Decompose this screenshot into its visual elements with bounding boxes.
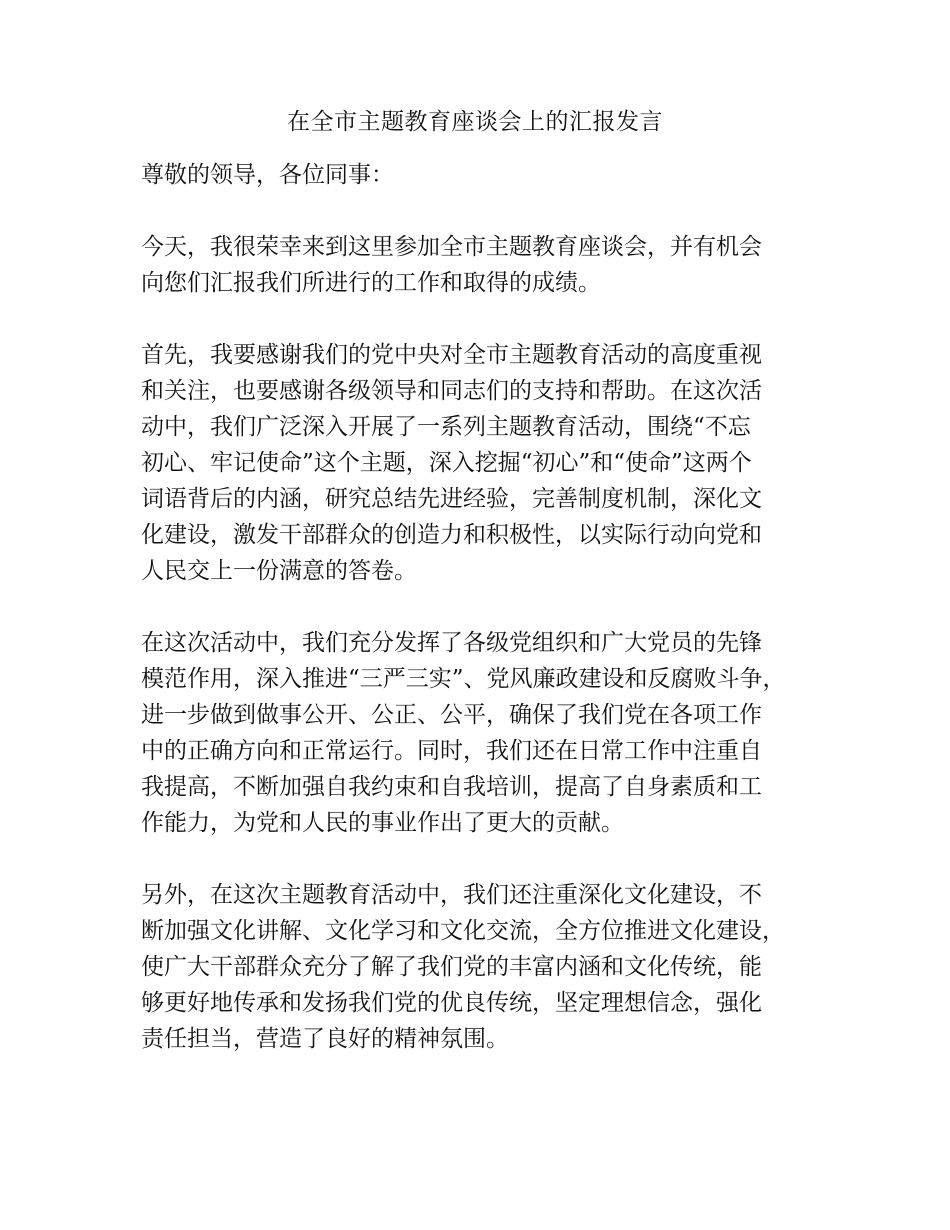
paragraph-line: 今天，我很荣幸来到这里参加全市主题教育座谈会，并有机会: [141, 234, 762, 260]
paragraph-line: 初心、牢记使命”这个主题，深入挖掘“初心”和“使命”这两个: [141, 450, 752, 476]
paragraph-line: 使广大干部群众充分了解了我们党的丰富内涵和文化传统，能: [141, 954, 762, 980]
paragraph-line: 我提高，不断加强自我约束和自我培训，提高了自身素质和工: [141, 774, 762, 800]
paragraph-line: 作能力，为党和人民的事业作出了更大的贡献。: [141, 810, 624, 836]
paragraph-line: 和关注，也要感谢各级领导和同志们的支持和帮助。在这次活: [141, 378, 762, 404]
greeting-line: 尊敬的领导，各位同事：: [141, 162, 394, 188]
paragraph-1: [141, 229, 831, 301]
paragraph-4: [141, 877, 831, 1057]
document-body: [141, 157, 831, 1093]
paragraph-line: 够更好地传承和发扬我们党的优良传统，坚定理想信念，强化: [141, 990, 762, 1016]
paragraph-2: [141, 337, 831, 589]
document-title: 在全市主题教育座谈会上的汇报发言: [287, 109, 663, 135]
paragraph-line: 断加强文化讲解、文化学习和文化交流，全方位推进文化建设，: [141, 918, 785, 944]
paragraph-line: 进一步做到做事公开、公正、公平，确保了我们党在各项工作: [141, 702, 762, 728]
paragraph-line: 在这次活动中，我们充分发挥了各级党组织和广大党员的先锋: [141, 630, 762, 656]
paragraph-line: 责任担当，营造了良好的精神氛围。: [141, 1026, 509, 1052]
paragraph-line: 模范作用，深入推进“三严三实”、党风廉政建设和反腐败斗争，: [141, 666, 786, 692]
paragraph-line: 首先，我要感谢我们的党中央对全市主题教育活动的高度重视: [141, 342, 762, 368]
paragraph-line: 向您们汇报我们所进行的工作和取得的成绩。: [141, 270, 601, 296]
paragraph-line: 中的正确方向和正常运行。同时，我们还在日常工作中注重自: [141, 738, 762, 764]
paragraph-line: 动中，我们广泛深入开展了一系列主题教育活动，围绕“不忘: [141, 414, 751, 440]
paragraph-line: 词语背后的内涵，研究总结先进经验，完善制度机制，深化文: [141, 486, 762, 512]
paragraph-line: 人民交上一份满意的答卷。: [141, 558, 417, 584]
paragraph-line: 另外，在这次主题教育活动中，我们还注重深化文化建设，不: [141, 882, 762, 908]
paragraph-line: 化建设，激发干部群众的创造力和积极性，以实际行动向党和: [141, 522, 762, 548]
paragraph-3: [141, 625, 831, 841]
